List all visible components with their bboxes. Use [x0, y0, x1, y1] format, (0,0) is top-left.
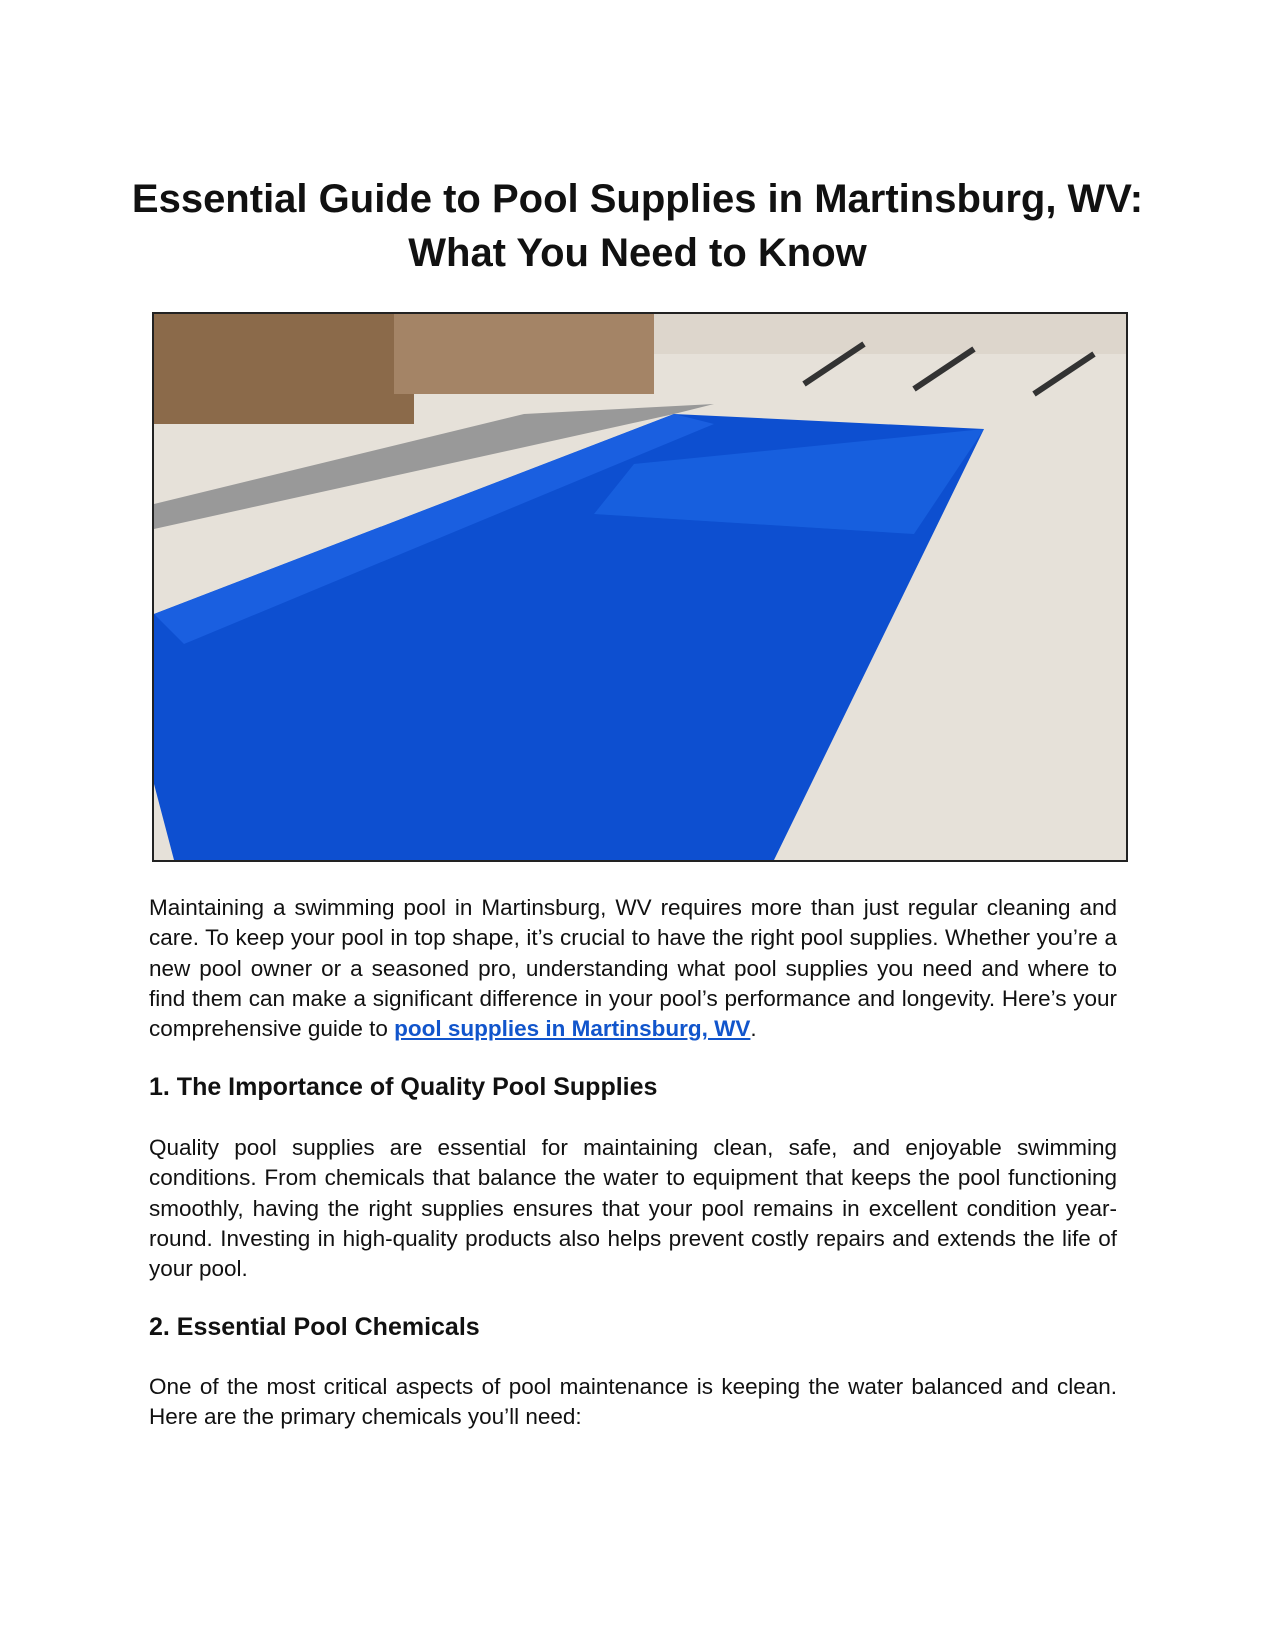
pool-photo — [152, 312, 1128, 862]
section-1-body: Quality pool supplies are essential for maintaining clean, safe, and enjoyable swimming conditions. From chemicals that balance the water to equipment that keeps the pool functioning smoothly, having the right supplies ensures that your pool remains in excellent condition year-round. Investing in high-quality products also helps prevent costly repairs and extends the life of your pool. — [149, 1135, 1117, 1282]
page-title: Essential Guide to Pool Supplies in Martinsburg, WV: What You Need to Know — [131, 177, 1144, 275]
section-1-heading: 1. The Importance of Quality Pool Supplies — [149, 1073, 658, 1101]
section-2-body: One of the most critical aspects of pool maintenance is keeping the water balanced and clean. Here are the primary chemicals you’ll need: — [149, 1374, 1117, 1430]
intro-paragraph — [149, 893, 1117, 1044]
intro-text: Maintaining a swimming pool in Martinsburg, WV requires more than just regular cleaning and care. To keep your pool in top shape, it’s crucial to have the right pool supplies. Whether you’re a new pool owner or a seasoned pro, understanding what pool supplies you need and where to find them can make a significant difference in your pool’s performance and longevity. Here’s your comprehensive guide to — [149, 895, 1117, 1042]
intro-end: . — [750, 1016, 757, 1042]
pool-supplies-link[interactable]: pool supplies in Martinsburg, WV — [394, 1016, 751, 1042]
section-2-heading: 2. Essential Pool Chemicals — [149, 1313, 480, 1341]
